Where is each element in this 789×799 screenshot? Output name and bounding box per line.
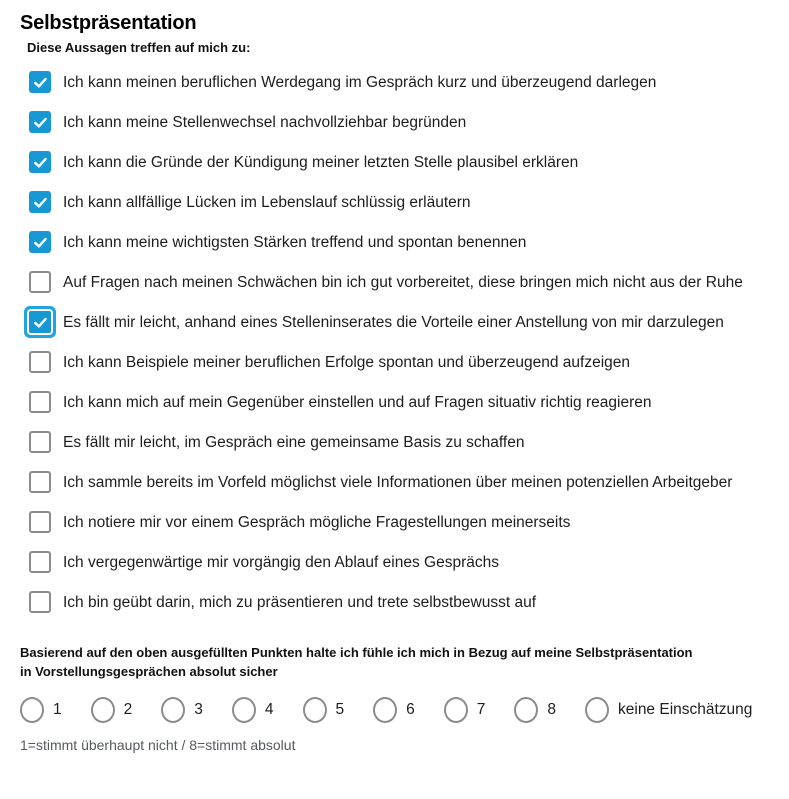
radio-option <box>585 697 752 723</box>
radio-button[interactable] <box>232 697 256 723</box>
radio-option <box>444 697 486 723</box>
checklist-row <box>29 351 769 375</box>
radio-button[interactable] <box>585 697 609 723</box>
checkbox[interactable] <box>29 431 51 453</box>
radio-option <box>303 697 345 723</box>
checklist-row <box>29 591 769 615</box>
checkmark-icon <box>32 314 49 331</box>
checkmark-icon <box>32 194 49 211</box>
radio-button[interactable] <box>444 697 468 723</box>
checklist-row <box>29 151 769 175</box>
radio-label[interactable]: 7 <box>476 701 486 718</box>
checklist-row <box>29 111 769 135</box>
page-title: Selbstpräsentation <box>20 12 197 34</box>
checkbox-label[interactable]: Ich kann mich auf mein Gegenüber einstellen und auf Fragen situativ richtig reagieren <box>63 394 652 411</box>
checkbox-label[interactable]: Auf Fragen nach meinen Schwächen bin ich gut vorbereitet, diese bringen mich nicht aus der Ruhe <box>63 274 743 291</box>
checkmark-icon <box>32 234 49 251</box>
checkmark-icon <box>32 114 49 131</box>
radio-option <box>232 697 274 723</box>
checklist-row <box>29 231 769 255</box>
checklist-row <box>29 311 769 335</box>
checklist-row <box>29 471 769 495</box>
radio-option <box>373 697 415 723</box>
checkbox-label[interactable]: Ich kann meine Stellenwechsel nachvollziehbar begründen <box>63 114 467 131</box>
checkbox[interactable] <box>29 151 51 173</box>
checklist-row <box>29 191 769 215</box>
radio-option <box>91 697 133 723</box>
checkbox-label[interactable]: Es fällt mir leicht, im Gespräch eine gemeinsame Basis zu schaffen <box>63 434 525 451</box>
radio-label[interactable]: 6 <box>406 701 415 718</box>
checklist-row <box>29 271 769 295</box>
checkbox[interactable] <box>29 191 51 213</box>
checkmark-icon <box>32 74 49 91</box>
checklist-row <box>29 71 769 95</box>
radio-label[interactable]: 3 <box>194 701 203 718</box>
checkbox-label[interactable]: Ich sammle bereits im Vorfeld möglichst viele Informationen über meinen potenziellen Arbeitgeber <box>63 474 733 491</box>
checkbox[interactable] <box>29 111 51 133</box>
radio-label[interactable]: 8 <box>547 701 556 718</box>
checkbox[interactable] <box>29 71 51 93</box>
checkbox[interactable] <box>29 551 51 573</box>
radio-button[interactable] <box>20 697 44 723</box>
checklist-row <box>29 551 769 575</box>
checkbox-label[interactable]: Ich kann allfällige Lücken im Lebenslauf schlüssig erläutern <box>63 194 471 211</box>
checkbox-label[interactable]: Ich vergegenwärtige mir vorgängig den Ablauf eines Gesprächs <box>63 554 499 571</box>
radio-label[interactable]: keine Einschätzung <box>618 701 753 718</box>
checklist-row <box>29 511 769 535</box>
radio-button[interactable] <box>514 697 538 723</box>
radio-label[interactable]: 4 <box>264 701 274 718</box>
checkbox[interactable] <box>29 351 51 373</box>
checkbox-label[interactable]: Ich bin geübt darin, mich zu präsentieren und trete selbstbewusst auf <box>63 594 537 611</box>
radio-button[interactable] <box>91 697 115 723</box>
checklist <box>29 71 769 615</box>
radio-label[interactable]: 2 <box>123 701 133 718</box>
radio-button[interactable] <box>161 697 185 723</box>
radio-button[interactable] <box>373 697 397 723</box>
checkbox[interactable] <box>29 511 51 533</box>
checkbox-label[interactable]: Ich kann meine wichtigsten Stärken treffend und spontan benennen <box>63 234 527 251</box>
checklist-row <box>29 391 769 415</box>
radio-option <box>514 697 556 723</box>
checkbox[interactable] <box>29 391 51 413</box>
checklist-instruction: Diese Aussagen treffen auf mich zu: <box>27 40 251 55</box>
checkbox[interactable] <box>29 231 51 253</box>
scale-legend: 1=stimmt überhaupt nicht / 8=stimmt absolut <box>20 737 296 753</box>
checkmark-icon <box>32 154 49 171</box>
radio-button[interactable] <box>303 697 327 723</box>
radio-option <box>20 697 62 723</box>
checkbox-label[interactable]: Ich kann Beispiele meiner beruflichen Erfolge spontan und überzeugend aufzeigen <box>63 354 630 371</box>
checkbox[interactable] <box>29 471 51 493</box>
checklist-row <box>29 431 769 455</box>
checkbox[interactable] <box>29 311 51 333</box>
checkbox-label[interactable]: Es fällt mir leicht, anhand eines Stelleninserates die Vorteile einer Anstellung von mir darzulegen <box>63 314 724 331</box>
rating-question: Basierend auf den oben ausgefüllten Punkten halte ich fühle ich mich in Bezug auf meine Selbstpräsentation in Vorstellungsgesprächen absolut sicher <box>20 645 693 679</box>
radio-label[interactable]: 1 <box>53 701 62 718</box>
radio-label[interactable]: 5 <box>335 701 345 718</box>
checkbox-label[interactable]: Ich kann die Gründe der Kündigung meiner letzten Stelle plausibel erklären <box>63 154 579 171</box>
rating-scale <box>20 697 769 723</box>
checkbox[interactable] <box>29 591 51 613</box>
checkbox[interactable] <box>29 271 51 293</box>
radio-option <box>161 697 203 723</box>
checkbox-label[interactable]: Ich kann meinen beruflichen Werdegang im Gespräch kurz und überzeugend darlegen <box>63 74 657 91</box>
checkbox-label[interactable]: Ich notiere mir vor einem Gespräch mögliche Fragestellungen meinerseits <box>63 514 571 531</box>
